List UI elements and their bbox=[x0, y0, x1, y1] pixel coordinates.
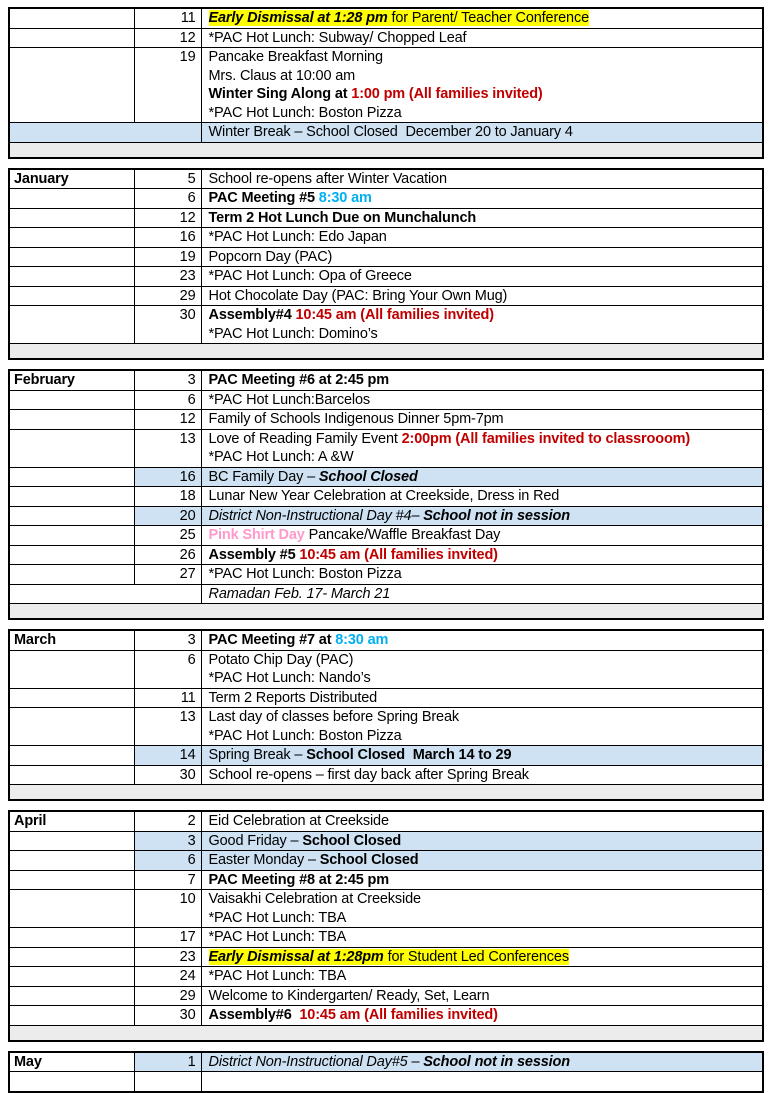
month-label-cell bbox=[9, 565, 134, 585]
date-cell: 12 bbox=[134, 28, 201, 48]
calendar-row bbox=[9, 410, 763, 430]
event-text: Eid Celebration at Creekside bbox=[208, 813, 389, 829]
month-table-continued bbox=[8, 7, 764, 159]
calendar-row bbox=[9, 831, 763, 851]
month-label-cell bbox=[9, 390, 134, 410]
event-line bbox=[209, 766, 759, 785]
date-cell: 1 bbox=[134, 1052, 201, 1072]
month-label-cell bbox=[9, 487, 134, 507]
calendar-row bbox=[9, 851, 763, 871]
event-cell bbox=[201, 1006, 763, 1026]
event-text: *PAC Hot Lunch: A &W bbox=[208, 449, 354, 465]
event-text: Winter Sing Along at bbox=[208, 86, 352, 102]
event-text: School re-opens after Winter Vacation bbox=[208, 170, 447, 187]
date-cell: 3 bbox=[134, 370, 201, 390]
event-text: 8:30 am bbox=[318, 190, 372, 206]
event-line bbox=[209, 209, 759, 228]
calendar-row bbox=[9, 286, 763, 306]
calendar-row bbox=[9, 467, 763, 487]
event-line bbox=[209, 746, 759, 765]
date-cell: 12 bbox=[134, 208, 201, 228]
date-cell: 3 bbox=[134, 630, 201, 650]
event-cell bbox=[201, 584, 763, 604]
event-text: Winter Break – School Closed December 20 to January 4 bbox=[208, 124, 573, 140]
event-text: School not in session bbox=[423, 507, 570, 524]
calendar-row bbox=[9, 370, 763, 390]
month-label-cell bbox=[9, 48, 134, 123]
event-line bbox=[209, 325, 759, 344]
event-line bbox=[209, 448, 759, 467]
event-line bbox=[209, 928, 759, 947]
event-text: *PAC Hot Lunch: Subway/ Chopped Leaf bbox=[208, 29, 467, 46]
event-text: PAC Meeting #7 at bbox=[208, 632, 336, 648]
event-text: Love of Reading Family Event bbox=[208, 430, 402, 447]
event-text: Vaisakhi Celebration at Creekside bbox=[208, 891, 421, 907]
event-cell bbox=[201, 708, 763, 746]
event-line bbox=[209, 851, 759, 870]
event-cell bbox=[201, 831, 763, 851]
date-cell: 16 bbox=[134, 228, 201, 248]
event-line bbox=[209, 546, 759, 565]
calendar-row bbox=[9, 545, 763, 565]
event-text: Potato Chip Day (PAC) bbox=[208, 651, 354, 668]
date-cell: 13 bbox=[134, 708, 201, 746]
month-label-cell: April bbox=[9, 811, 134, 831]
calendar-row bbox=[9, 208, 763, 228]
event-cell bbox=[201, 890, 763, 928]
month-label-cell bbox=[9, 526, 134, 546]
month-label-cell bbox=[9, 208, 134, 228]
event-text: School Closed bbox=[318, 468, 418, 485]
calendar-row bbox=[9, 1072, 763, 1092]
event-cell bbox=[201, 565, 763, 585]
date-cell: 29 bbox=[134, 986, 201, 1006]
event-cell bbox=[201, 986, 763, 1006]
event-text: Ramadan Feb. 17- March 21 bbox=[208, 585, 391, 602]
calendar-row bbox=[9, 1006, 763, 1026]
event-text: School Closed bbox=[319, 852, 419, 868]
event-line bbox=[209, 1006, 759, 1025]
event-line bbox=[209, 123, 759, 142]
event-cell bbox=[201, 410, 763, 430]
calendar-row bbox=[9, 487, 763, 507]
event-line bbox=[209, 306, 759, 325]
event-text: *PAC Hot Lunch: TBA bbox=[208, 909, 347, 926]
month-label-cell bbox=[9, 306, 134, 344]
month-label-cell bbox=[9, 410, 134, 430]
event-cell bbox=[201, 286, 763, 306]
event-line bbox=[209, 967, 759, 986]
month-label-cell bbox=[9, 1072, 134, 1092]
month-label-cell bbox=[9, 8, 134, 28]
date-cell: 11 bbox=[134, 688, 201, 708]
date-cell: 26 bbox=[134, 545, 201, 565]
event-cell bbox=[201, 1052, 763, 1072]
section-spacer bbox=[9, 1025, 763, 1041]
calendar-row bbox=[9, 811, 763, 831]
event-cell bbox=[201, 765, 763, 785]
month-label-cell bbox=[9, 986, 134, 1006]
event-text: Assembly#6 bbox=[208, 1007, 296, 1023]
event-text: Popcorn Day (PAC) bbox=[208, 248, 333, 265]
event-cell bbox=[201, 811, 763, 831]
month-label-cell bbox=[9, 947, 134, 967]
event-cell bbox=[201, 208, 763, 228]
calendar-row bbox=[9, 306, 763, 344]
calendar-row bbox=[9, 890, 763, 928]
calendar-row bbox=[9, 650, 763, 688]
month-table-may bbox=[8, 1051, 764, 1093]
event-line bbox=[209, 391, 759, 410]
month-label-cell bbox=[9, 688, 134, 708]
event-cell bbox=[201, 746, 763, 766]
event-line bbox=[209, 669, 759, 688]
date-cell: 27 bbox=[134, 565, 201, 585]
event-text: 10:45 am (All families invited) bbox=[295, 1007, 498, 1023]
event-text: Early Dismissal at 1:28pm bbox=[208, 948, 384, 965]
event-text: Term 2 Hot Lunch Due on Munchalunch bbox=[208, 209, 477, 226]
event-text: District Non-Instructional Day #4– bbox=[208, 507, 424, 524]
event-text: Mrs. Claus at 10:00 am bbox=[208, 67, 356, 84]
month-label-cell: February bbox=[9, 370, 134, 390]
event-text: *PAC Hot Lunch: Boston Pizza bbox=[208, 727, 402, 744]
month-label-cell bbox=[9, 467, 134, 487]
spacer-row bbox=[9, 1025, 763, 1041]
month-label-cell bbox=[9, 650, 134, 688]
month-label-cell bbox=[9, 765, 134, 785]
date-cell: 3 bbox=[134, 831, 201, 851]
calendar-row bbox=[9, 565, 763, 585]
event-line bbox=[209, 189, 759, 208]
date-cell: 6 bbox=[134, 390, 201, 410]
event-text: 1:00 pm (All families invited) bbox=[351, 86, 543, 102]
event-line bbox=[209, 85, 759, 104]
date-cell: 19 bbox=[134, 247, 201, 267]
event-text: *PAC Hot Lunch: Boston Pizza bbox=[208, 104, 402, 121]
month-label-cell: March bbox=[9, 630, 134, 650]
event-cell bbox=[201, 306, 763, 344]
event-cell bbox=[201, 1072, 763, 1092]
month-label-cell bbox=[9, 267, 134, 287]
event-line bbox=[209, 371, 759, 390]
event-line bbox=[209, 228, 759, 247]
event-line bbox=[209, 468, 759, 487]
month-date-merged-cell bbox=[9, 584, 201, 604]
event-cell bbox=[201, 545, 763, 565]
event-line bbox=[209, 727, 759, 746]
month-table-march bbox=[8, 629, 764, 801]
event-text: *PAC Hot Lunch: Boston Pizza bbox=[208, 566, 402, 582]
calendar-row bbox=[9, 746, 763, 766]
event-line bbox=[209, 67, 759, 86]
date-cell: 23 bbox=[134, 267, 201, 287]
month-label-cell bbox=[9, 890, 134, 928]
event-line bbox=[209, 689, 759, 708]
spacer-row bbox=[9, 142, 763, 158]
calendar-row bbox=[9, 947, 763, 967]
event-cell bbox=[201, 928, 763, 948]
event-text: 2:00pm (All families invited to classrooom) bbox=[401, 430, 691, 447]
date-cell: 16 bbox=[134, 467, 201, 487]
spacer-row bbox=[9, 344, 763, 360]
event-text: Family of Schools Indigenous Dinner 5pm-7pm bbox=[208, 411, 504, 427]
calendar-row bbox=[9, 986, 763, 1006]
calendar-row bbox=[9, 48, 763, 123]
event-text: Pancake/Waffle Breakfast Day bbox=[304, 527, 501, 543]
event-line bbox=[209, 104, 759, 123]
event-text: Pancake Breakfast Morning bbox=[208, 49, 383, 65]
event-text: 8:30 am bbox=[335, 632, 389, 648]
event-text: 10:45 am (All families invited) bbox=[295, 307, 494, 323]
calendar-row bbox=[9, 688, 763, 708]
calendar-row bbox=[9, 967, 763, 987]
event-line bbox=[209, 1072, 759, 1091]
event-text: *PAC Hot Lunch: Opa of Greece bbox=[208, 268, 412, 284]
event-text: PAC Meeting #8 at 2:45 pm bbox=[208, 871, 390, 888]
calendar-row bbox=[9, 189, 763, 209]
event-line bbox=[209, 909, 759, 928]
event-line bbox=[209, 507, 759, 526]
date-cell: 5 bbox=[134, 169, 201, 189]
date-cell: 6 bbox=[134, 189, 201, 209]
section-spacer bbox=[9, 142, 763, 158]
event-text: *PAC Hot Lunch:Barcelos bbox=[208, 391, 371, 408]
event-cell bbox=[201, 688, 763, 708]
month-label-cell bbox=[9, 708, 134, 746]
month-label-cell bbox=[9, 746, 134, 766]
calendar-row bbox=[9, 8, 763, 28]
event-text: *PAC Hot Lunch: TBA bbox=[208, 929, 347, 945]
section-spacer bbox=[9, 604, 763, 620]
date-cell: 13 bbox=[134, 429, 201, 467]
event-text: Lunar New Year Celebration at Creekside, Dress in Red bbox=[208, 488, 560, 504]
event-cell bbox=[201, 228, 763, 248]
event-cell bbox=[201, 506, 763, 526]
calendar-row bbox=[9, 870, 763, 890]
month-table-february bbox=[8, 369, 764, 620]
month-label-cell bbox=[9, 545, 134, 565]
month-label-cell bbox=[9, 506, 134, 526]
event-line bbox=[209, 565, 759, 584]
event-cell bbox=[201, 370, 763, 390]
event-line bbox=[209, 948, 759, 967]
event-text: for Student Led Conferences bbox=[383, 948, 569, 965]
month-table-april bbox=[8, 810, 764, 1042]
event-cell bbox=[201, 870, 763, 890]
month-label-cell bbox=[9, 247, 134, 267]
event-line bbox=[209, 48, 759, 67]
event-text: 10:45 am (All families invited) bbox=[299, 546, 498, 563]
event-cell bbox=[201, 947, 763, 967]
event-cell bbox=[201, 8, 763, 28]
month-label-cell bbox=[9, 831, 134, 851]
event-line bbox=[209, 1053, 759, 1072]
date-cell: 25 bbox=[134, 526, 201, 546]
event-text: School re-opens – first day back after Spring Break bbox=[208, 766, 529, 783]
date-cell: 30 bbox=[134, 1006, 201, 1026]
event-text: Good Friday – bbox=[208, 832, 303, 849]
event-line bbox=[209, 487, 759, 506]
calendar-row bbox=[9, 1052, 763, 1072]
calendar-row bbox=[9, 506, 763, 526]
event-text: Early Dismissal at 1:28 pm bbox=[208, 10, 388, 26]
event-text: School not in session bbox=[423, 1053, 570, 1070]
event-text: for Parent/ Teacher Conference bbox=[387, 10, 589, 26]
event-text: Last day of classes before Spring Break bbox=[208, 709, 459, 725]
date-cell: 18 bbox=[134, 487, 201, 507]
date-cell: 24 bbox=[134, 967, 201, 987]
event-text: *PAC Hot Lunch: Domino’s bbox=[208, 325, 378, 342]
event-cell bbox=[201, 189, 763, 209]
month-label-cell bbox=[9, 189, 134, 209]
date-cell: 30 bbox=[134, 765, 201, 785]
event-cell bbox=[201, 247, 763, 267]
date-cell: 29 bbox=[134, 286, 201, 306]
calendar-row bbox=[9, 390, 763, 410]
event-text: PAC Meeting #6 at 2:45 pm bbox=[208, 372, 390, 388]
event-text: Pink Shirt Day bbox=[208, 527, 305, 543]
event-cell bbox=[201, 390, 763, 410]
spacer-row bbox=[9, 785, 763, 801]
event-line bbox=[209, 987, 759, 1006]
event-cell bbox=[201, 650, 763, 688]
event-cell bbox=[201, 28, 763, 48]
month-label-cell bbox=[9, 429, 134, 467]
event-line bbox=[209, 871, 759, 890]
month-label-cell bbox=[9, 286, 134, 306]
calendar-row bbox=[9, 28, 763, 48]
event-cell bbox=[201, 851, 763, 871]
event-text: PAC Meeting #5 bbox=[208, 190, 319, 206]
spacer-row bbox=[9, 604, 763, 620]
event-cell bbox=[201, 526, 763, 546]
event-cell bbox=[201, 48, 763, 123]
section-spacer bbox=[9, 785, 763, 801]
event-cell bbox=[201, 267, 763, 287]
event-cell bbox=[201, 123, 763, 143]
event-line bbox=[209, 651, 759, 670]
date-cell: 17 bbox=[134, 928, 201, 948]
calendar-row bbox=[9, 267, 763, 287]
event-text: Easter Monday – bbox=[208, 852, 320, 868]
event-line bbox=[209, 9, 759, 28]
event-line bbox=[209, 631, 759, 650]
event-text: *PAC Hot Lunch: TBA bbox=[208, 968, 347, 984]
date-cell: 6 bbox=[134, 650, 201, 688]
date-cell bbox=[134, 1072, 201, 1092]
event-line bbox=[209, 708, 759, 727]
event-text: Hot Chocolate Day (PAC: Bring Your Own Mug) bbox=[208, 287, 508, 304]
event-line bbox=[209, 585, 759, 604]
event-line bbox=[209, 267, 759, 286]
month-label-cell bbox=[9, 1006, 134, 1026]
date-cell: 14 bbox=[134, 746, 201, 766]
event-line bbox=[209, 248, 759, 267]
event-text: Assembly#4 bbox=[208, 307, 296, 323]
date-cell: 23 bbox=[134, 947, 201, 967]
event-text: *PAC Hot Lunch: Edo Japan bbox=[208, 229, 387, 245]
date-cell: 12 bbox=[134, 410, 201, 430]
date-cell: 30 bbox=[134, 306, 201, 344]
event-text: Spring Break – bbox=[208, 747, 307, 763]
calendar-row bbox=[9, 123, 763, 143]
event-text: Assembly #5 bbox=[208, 546, 300, 563]
date-cell: 20 bbox=[134, 506, 201, 526]
event-text: Term 2 Reports Distributed bbox=[208, 689, 378, 706]
event-line bbox=[209, 812, 759, 831]
event-text: School Closed March 14 to 29 bbox=[306, 747, 512, 763]
event-line bbox=[209, 410, 759, 429]
month-label-cell bbox=[9, 870, 134, 890]
month-label-cell: May bbox=[9, 1052, 134, 1072]
event-cell bbox=[201, 967, 763, 987]
month-label-cell: January bbox=[9, 169, 134, 189]
event-cell bbox=[201, 429, 763, 467]
month-label-cell bbox=[9, 851, 134, 871]
calendar-row bbox=[9, 708, 763, 746]
event-line bbox=[209, 29, 759, 48]
month-label-cell bbox=[9, 228, 134, 248]
event-line bbox=[209, 170, 759, 189]
section-spacer bbox=[9, 344, 763, 360]
date-cell: 2 bbox=[134, 811, 201, 831]
date-cell: 11 bbox=[134, 8, 201, 28]
calendar-row bbox=[9, 765, 763, 785]
event-line bbox=[209, 526, 759, 545]
calendar-row bbox=[9, 169, 763, 189]
date-cell: 19 bbox=[134, 48, 201, 123]
calendar-row bbox=[9, 247, 763, 267]
event-text: Welcome to Kindergarten/ Ready, Set, Learn bbox=[208, 987, 490, 1004]
event-line bbox=[209, 287, 759, 306]
date-cell: 10 bbox=[134, 890, 201, 928]
month-label-cell bbox=[9, 28, 134, 48]
event-cell bbox=[201, 169, 763, 189]
date-cell: 7 bbox=[134, 870, 201, 890]
month-label-cell bbox=[9, 928, 134, 948]
event-cell bbox=[201, 467, 763, 487]
event-cell bbox=[201, 487, 763, 507]
event-text: BC Family Day – bbox=[208, 468, 319, 485]
event-text: School Closed bbox=[302, 832, 402, 849]
event-text: *PAC Hot Lunch: Nando’s bbox=[208, 670, 371, 686]
event-line bbox=[209, 890, 759, 909]
event-cell bbox=[201, 630, 763, 650]
month-date-merged-cell bbox=[9, 123, 201, 143]
event-text: District Non-Instructional Day#5 – bbox=[208, 1053, 424, 1070]
event-line bbox=[209, 430, 759, 449]
calendar-row bbox=[9, 630, 763, 650]
month-label-cell bbox=[9, 967, 134, 987]
calendar-row bbox=[9, 928, 763, 948]
calendar-row bbox=[9, 429, 763, 467]
calendar-row bbox=[9, 228, 763, 248]
calendar-row bbox=[9, 526, 763, 546]
date-cell: 6 bbox=[134, 851, 201, 871]
event-line bbox=[209, 832, 759, 851]
month-table-january bbox=[8, 168, 764, 361]
calendar-row bbox=[9, 584, 763, 604]
